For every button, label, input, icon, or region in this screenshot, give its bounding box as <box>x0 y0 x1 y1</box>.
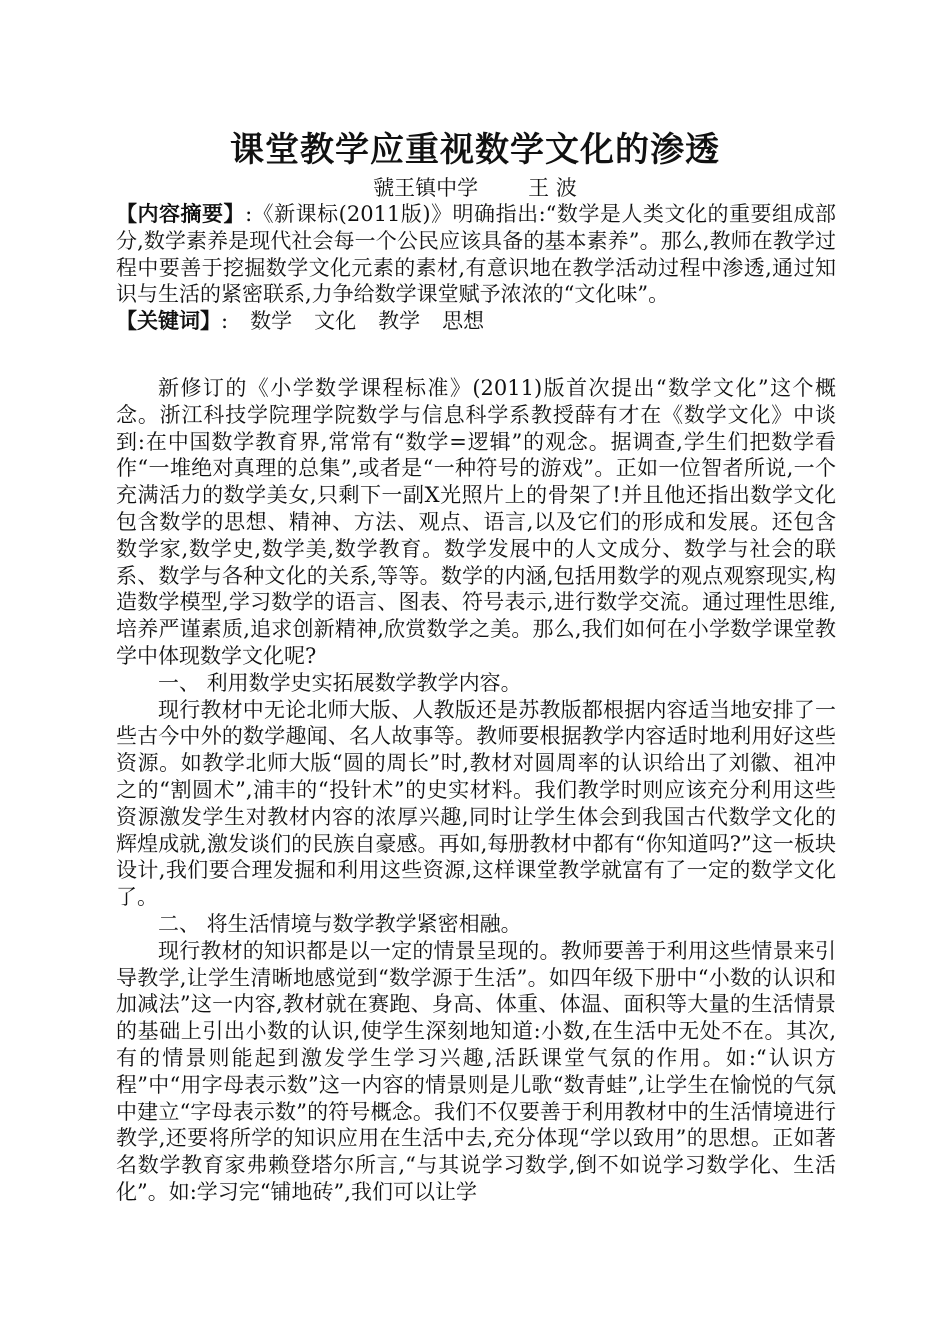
author-line <box>0 175 950 201</box>
keyword: 教学 <box>378 309 421 334</box>
section-heading: 二、 将生活情境与数学教学紧密相融。 <box>158 911 522 936</box>
keywords-line <box>116 308 836 335</box>
blank-line <box>116 335 836 375</box>
keywords-label: 【关键词】 <box>116 309 221 334</box>
abstract <box>116 201 836 308</box>
body-paragraph: 现行教材的知识都是以一定的情景呈现的。教师要善于利用这些情景来引导教学,让学生清晰地感觉到“数学源于生活”。如四年级下册中“小数的认识和加减法”这一内容,教材就在赛跑、身高、体重、体温、面积等大量的生活情景的基础上引出小数的认识,使学生深刻地知道:小数,在生活中无处不在。其次,有的情景则能起到激发学生学习兴趣,活跃课堂气氛的作用。如:“认识方程”中“用字母表示数”这一内容的情景则是儿歌“数青蛙”,让学生在愉悦的气氛中建立“字母表示数”的符号概念。我们不仅要善于利用教材中的生活情境进行教学,还要将所学的知识应用在生活中去,充分体现“学以致用”的思想。正如著名数学教育家弗赖登塔尔所言,“与其说学习数学,倒不如说学习数学化、生活化”。如:学习完“铺地砖”,我们可以让学 <box>116 938 836 1204</box>
abstract-label: 【内容摘要】 <box>116 202 246 226</box>
keyword: 数学 <box>250 309 293 334</box>
body-paragraph: 现行教材中无论北师大版、人教版还是苏教版都根据内容适当地安排了一些古今中外的数学趣闻、名人故事等。教师要根据教学内容适时地利用好这些资源。如教学北师大版“圆的周长”时,教材对圆周率的认识给出了刘徽、祖冲之的“割圆术”,浦丰的“投针术”的史实材料。我们教学时则应该充分利用这些资源激发学生对教材内容的浓厚兴趣,同时让学生体会到我国古代数学文化的辉煌成就,激发谈们的民族自豪感。再如,每册教材中都有“你知道吗?”这一板块设计,我们要合理发掘和利用这些资源,这样课堂教学就富有了一定的数学文化了。 <box>116 697 836 910</box>
keywords-colon: : <box>221 309 229 334</box>
body-paragraph: 新修订的《小学数学课程标准》(2011)版首次提出“数学文化”这个概念。浙江科技学院理学院数学与信息科学系教授薛有才在《数学文化》中谈到:在中国数学教育界,常常有“数学=逻辑”的观念。据调查,学生们把数学看作“一堆绝对真理的总集”,或者是“一种符号的游戏”。正如一位智者所说,一个充满活力的数学美女,只剩下一副X光照片上的骨架了!并且他还指出数学文化包含数学的思想、精神、方法、观点、语言,以及它们的形成和发展。还包含数学家,数学史,数学美,数学教育。数学发展中的人文成分、数学与社会的联系、数学与各种文化的关系,等等。数学的内涵,包括用数学的观点观察现实,构造数学模型,学习数学的语言、图表、符号表示,进行数学交流。通过理性思维,培养严谨素质,追求创新精神,欣赏数学之美。那么,我们如何在小学数学课堂教学中体现数学文化呢? <box>116 375 836 668</box>
author-school: 虢王镇中学 <box>373 176 479 200</box>
section-heading: 一、 利用数学史实拓展数学教学内容。 <box>158 670 522 695</box>
document-title: 课堂教学应重视数学文化的渗透 <box>230 130 720 170</box>
keyword: 文化 <box>314 309 357 334</box>
abstract-text: :《新课标(2011版)》明确指出:“数学是人类文化的重要组成部分,数学素养是现代社会每一个公民应该具备的基本素养”。那么,教师在教学过程中要善于挖掘数学文化元素的素材,有意识地在教学活动过程中渗透,通过知识与生活的紧密联系,力争给数学课堂赋予浓浓的“文化味”。 <box>116 202 837 307</box>
keyword: 思想 <box>442 309 485 334</box>
author-name: 王 波 <box>528 176 577 200</box>
document-body <box>116 201 836 1206</box>
